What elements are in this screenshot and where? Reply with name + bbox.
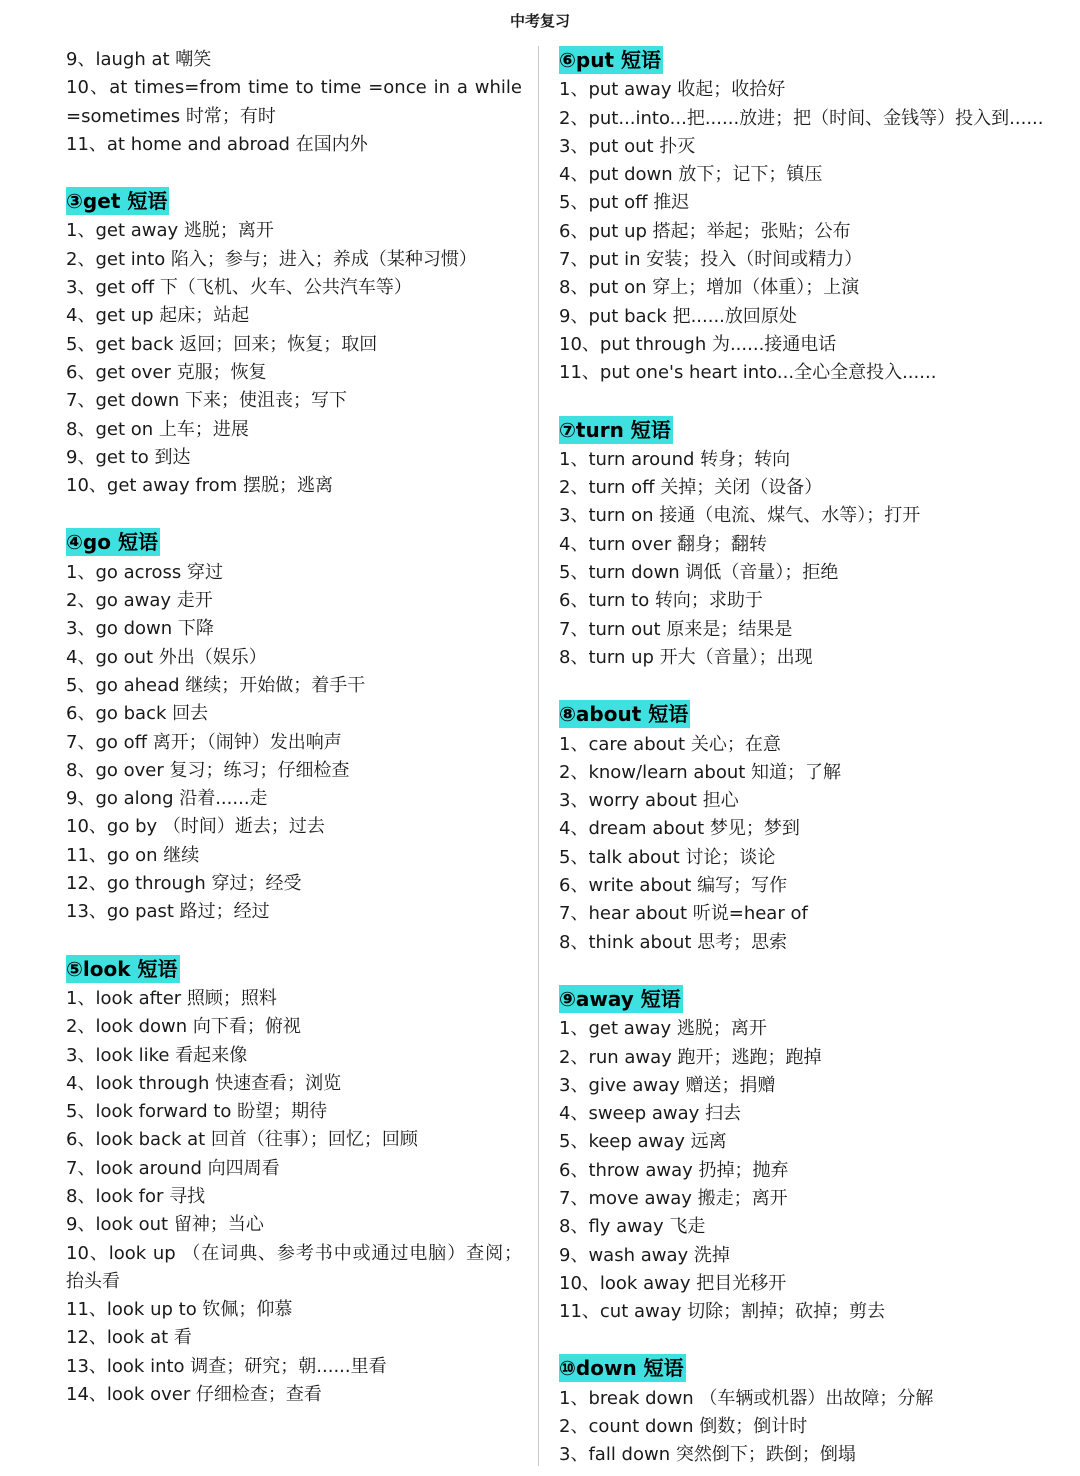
list-item: 7、put in 安装；投入（时间或精力）	[559, 249, 863, 271]
list-item: 4、put down 放下；记下；镇压	[559, 164, 823, 186]
section-get	[66, 187, 522, 500]
section-look	[66, 955, 522, 1410]
list-item: 6、turn to 转向；求助于	[559, 590, 763, 612]
list-item: 12、go through 穿过；经受	[66, 873, 302, 895]
list-item: 5、put off 推迟	[559, 192, 690, 214]
page-title: 中考复习	[509, 12, 570, 30]
intro-block	[66, 46, 522, 159]
list-item: 抬头看	[66, 1270, 120, 1292]
list-item: 6、look back at 回首（往事）；回忆；回顾	[66, 1129, 418, 1151]
list-item: 11、at home and abroad 在国内外	[66, 133, 368, 155]
list-item: 7、hear about 听说=hear of	[559, 903, 808, 925]
list-item: 9、laugh at 嘲笑	[66, 49, 212, 70]
list-item: 4、look through 快速查看；浏览	[66, 1072, 342, 1094]
section-about	[559, 700, 1039, 957]
list-item: 11、cut away 切除；割掉；砍掉；剪去	[559, 1301, 886, 1323]
section-heading: ③get 短语	[66, 189, 168, 214]
list-item: 6、throw away 扔掉；抛弃	[559, 1159, 789, 1181]
list-item: 1、turn around 转身；转向	[559, 448, 791, 470]
list-item: 14、look over 仔细检查；查看	[66, 1384, 322, 1406]
list-item: 10、look away 把目光移开	[559, 1272, 787, 1294]
section-heading: ⑥put 短语	[559, 48, 662, 72]
section-down	[559, 1354, 1039, 1469]
list-item: 2、run away 跑开；逃跑；跑掉	[559, 1046, 822, 1068]
section-away	[559, 985, 1039, 1327]
list-item: 3、get off 下（飞机、火车、公共汽车等）	[66, 277, 412, 299]
list-item: 3、fall down 突然倒下；跌倒；倒塌	[559, 1444, 856, 1466]
list-item: 6、get over 克服；恢复	[66, 361, 267, 383]
list-item: 5、look forward to 盼望；期待	[66, 1101, 328, 1123]
list-item: 5、get back 返回；回来；恢复；取回	[66, 333, 378, 355]
list-item: 10、put through 为......接通电话	[559, 333, 837, 355]
right-column	[559, 46, 1044, 1470]
list-item: 5、keep away 远离	[559, 1131, 727, 1153]
list-item: 3、go down 下降	[66, 618, 214, 640]
list-item: 13、look into 调查；研究；朝......里看	[66, 1355, 387, 1377]
list-item: 1、get away 逃脱；离开	[66, 220, 274, 242]
list-item: 11、put one's heart into...全心全意投入......	[559, 362, 937, 384]
list-item: 2、know/learn about 知道；了解	[559, 761, 842, 783]
list-item: 1、put away 收起；收拾好	[559, 79, 786, 101]
list-item: 4、dream about 梦见；梦到	[559, 818, 800, 840]
left-column	[66, 46, 522, 1409]
list-item: 1、look after 照顾；照料	[66, 987, 277, 1009]
list-item: 8、get on 上车；进展	[66, 418, 249, 440]
list-item: 9、wash away 洗掉	[559, 1244, 730, 1266]
list-item: 11、look up to 钦佩；仰慕	[66, 1299, 293, 1321]
list-item: 1、break down （车辆或机器）出故障；分解	[559, 1387, 934, 1409]
section-go	[66, 528, 522, 926]
list-item: 7、look around 向四周看	[66, 1157, 280, 1179]
list-item: 11、go on 继续	[66, 844, 200, 866]
list-item: 8、think about 思考；思索	[559, 931, 788, 953]
list-item: 7、go off 离开；（闹钟）发出响声	[66, 731, 342, 753]
list-item: 6、put up 搭起；举起；张贴；公布	[559, 220, 851, 242]
list-item: 2、get into 陷入；参与；进入；养成（某种习惯）	[66, 248, 477, 270]
list-item: 3、give away 赠送；捐赠	[559, 1074, 776, 1096]
list-item: 2、look down 向下看；俯视	[66, 1016, 301, 1038]
list-item: 9、put back 把......放回原处	[559, 305, 797, 327]
list-item: 6、go back 回去	[66, 703, 209, 725]
list-item: 8、turn up 开大（音量）；出现	[559, 646, 813, 668]
list-item: 2、go away 走开	[66, 590, 213, 612]
section-heading: ⑧about 短语	[559, 702, 689, 727]
list-item: 13、go past 路过；经过	[66, 901, 270, 923]
section-heading: ⑨away 短语	[559, 986, 681, 1011]
list-item: 4、get up 起床；站起	[66, 305, 250, 327]
list-item: 6、write about 编写；写作	[559, 875, 788, 897]
list-item: 3、look like 看起来像	[66, 1044, 248, 1066]
list-item: 3、put out 扑灭	[559, 135, 696, 157]
list-item: 7、turn out 原来是；结果是	[559, 618, 793, 640]
list-item: 3、worry about 担心	[559, 790, 739, 812]
list-item: 12、look at 看	[66, 1327, 192, 1349]
section-heading: ⑤look 短语	[66, 956, 178, 981]
list-item: 9、get to 到达	[66, 446, 191, 468]
list-item: 2、put...into...把......放进；把（时间、金钱等）投入到......	[559, 107, 1044, 129]
list-item: 4、sweep away 扫去	[559, 1103, 742, 1125]
section-turn	[559, 416, 1039, 673]
list-item: 5、go ahead 继续；开始做；着手干	[66, 674, 366, 696]
list-item: 2、turn off 关掉；关闭（设备）	[559, 477, 823, 499]
list-item: 9、look out 留神；当心	[66, 1214, 264, 1236]
section-heading: ⑦turn 短语	[559, 417, 671, 442]
list-item: 10、look up （在词典、参考书中或通过电脑）查阅；	[66, 1242, 522, 1264]
list-item: 9、go along 沿着......走	[66, 788, 268, 810]
column-divider	[538, 46, 539, 1466]
section-heading: ⑩down 短语	[559, 1356, 684, 1381]
list-item: 7、move away 搬走；离开	[559, 1187, 788, 1209]
list-item: 2、count down 倒数；倒计时	[559, 1416, 808, 1438]
list-item: 8、fly away 飞走	[559, 1216, 706, 1238]
list-item: 8、put on 穿上；增加（体重）；上演	[559, 277, 860, 299]
section-put	[559, 46, 1044, 388]
list-item: 4、go out 外出（娱乐）	[66, 646, 267, 668]
list-item: =sometimes 时常；有时	[66, 105, 276, 127]
list-item: 1、get away 逃脱；离开	[559, 1018, 767, 1040]
list-item: 3、turn on 接通（电流、煤气、水等）；打开	[559, 505, 921, 527]
list-item: 5、turn down 调低（音量）；拒绝	[559, 562, 839, 584]
list-item: 8、go over 复习；练习；仔细检查	[66, 759, 350, 781]
section-heading: ④go 短语	[66, 530, 158, 555]
list-item: 5、talk about 讨论；谈论	[559, 846, 776, 868]
list-item: 7、get down 下来；使沮丧；写下	[66, 390, 348, 412]
list-item: 1、go across 穿过	[66, 561, 224, 583]
list-item: 1、care about 关心；在意	[559, 733, 781, 755]
list-item: 10、go by （时间）逝去；过去	[66, 816, 325, 838]
list-item: 10、get away from 摆脱；逃离	[66, 475, 333, 497]
list-item: 8、look for 寻找	[66, 1185, 206, 1207]
list-item: 10、at times=from time to time =once in a while	[66, 77, 522, 99]
list-item: 4、turn over 翻身；翻转	[559, 533, 767, 555]
